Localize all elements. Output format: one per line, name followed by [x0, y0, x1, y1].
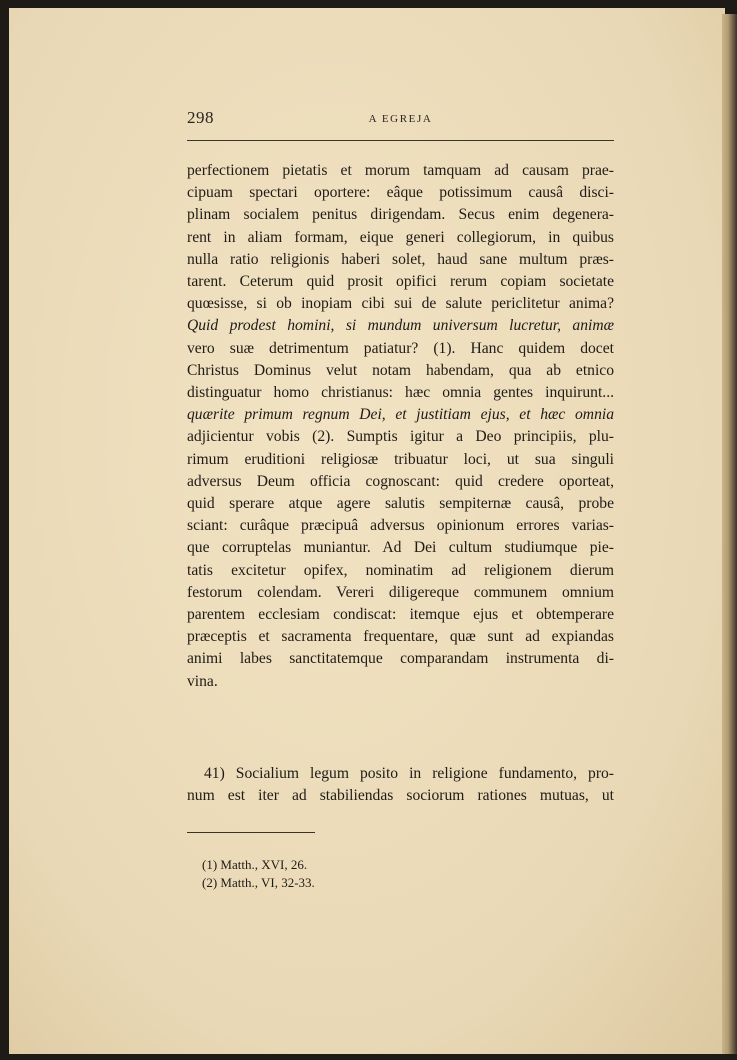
- text-line: adjicientur vobis (2). Sumptis igitur a Deo principiis, plu-: [187, 428, 614, 446]
- text-line: parentem ecclesiam condiscat: itemque ejus et obtemperare: [187, 606, 614, 624]
- text-line: 41) Socialium legum posito in religione fundamento, pro-: [204, 765, 614, 782]
- text-line: distinguatur homo christianus: hæc omnia gentes inquirunt...: [187, 384, 614, 402]
- section-41-paragraph: [187, 763, 614, 807]
- text-line: quærite primum regnum Dei, et justitiam ejus, et hæc omnia: [187, 406, 614, 424]
- text-line: Christus Dominus velut notam habendam, qua ab etnico: [187, 361, 614, 379]
- text-line: cipuam spectari oportere: eâque potissimum causâ disci-: [187, 184, 614, 202]
- text-line: que corruptelas muniantur. Ad Dei cultum studiumque pie-: [187, 539, 614, 557]
- text-line: rent in aliam formam, eique generi collegiorum, in quibus: [187, 228, 614, 246]
- text-line: nulla ratio religionis haberi solet, haud sane multum præs-: [187, 250, 614, 268]
- text-line: festorum colendam. Vereri diligereque communem omnium: [187, 583, 614, 601]
- text-line: vina.: [187, 672, 218, 690]
- text-line: vero suæ detrimentum patiatur? (1). Hanc quidem docet: [187, 339, 614, 357]
- text-line: sciant: curâque præcipuâ adversus opinionum errores varias-: [187, 517, 614, 535]
- text-line: animi labes sanctitatemque comparandam instrumenta di-: [187, 650, 614, 668]
- main-paragraph: [187, 160, 614, 693]
- page-header: [187, 104, 614, 141]
- text-line: num est iter ad stabiliendas sociorum rationes mutuas, ut: [187, 787, 614, 805]
- text-line: adversus Deum officia cognoscant: quid credere oporteat,: [187, 472, 614, 490]
- text-line: rimum eruditioni religiosæ tribuatur loci, ut sua singuli: [187, 450, 614, 468]
- footnote-2: (2) Matth., VI, 32-33.: [202, 875, 315, 890]
- text-line: quœsisse, si ob inopiam cibi sui de salute periclitetur anima?: [187, 295, 614, 313]
- footnotes: [202, 856, 502, 892]
- text-line: tatis excitetur opifex, nominatim ad religionem dierum: [187, 561, 614, 579]
- text-line: plinam socialem penitus dirigendam. Secus enim degenera-: [187, 206, 614, 224]
- text-line: præceptis et sacramenta frequentare, quæ sunt ad expiandas: [187, 628, 614, 646]
- book-spine-shadow: [722, 14, 737, 1054]
- text-line: quid sperare atque agere salutis sempiternæ causâ, probe: [187, 495, 614, 513]
- footnote-rule: [187, 832, 315, 833]
- page-number: 298: [187, 108, 214, 127]
- running-head: A EGREJA: [368, 113, 433, 125]
- text-line: tarent. Ceterum quid prosit opifici rerum copiam societate: [187, 273, 614, 291]
- text-line: Quid prodest homini, si mundum universum lucretur, animæ: [187, 317, 614, 335]
- text-line: perfectionem pietatis et morum tamquam ad causam prae-: [187, 162, 614, 179]
- footnote-1: (1) Matth., XVI, 26.: [202, 857, 308, 872]
